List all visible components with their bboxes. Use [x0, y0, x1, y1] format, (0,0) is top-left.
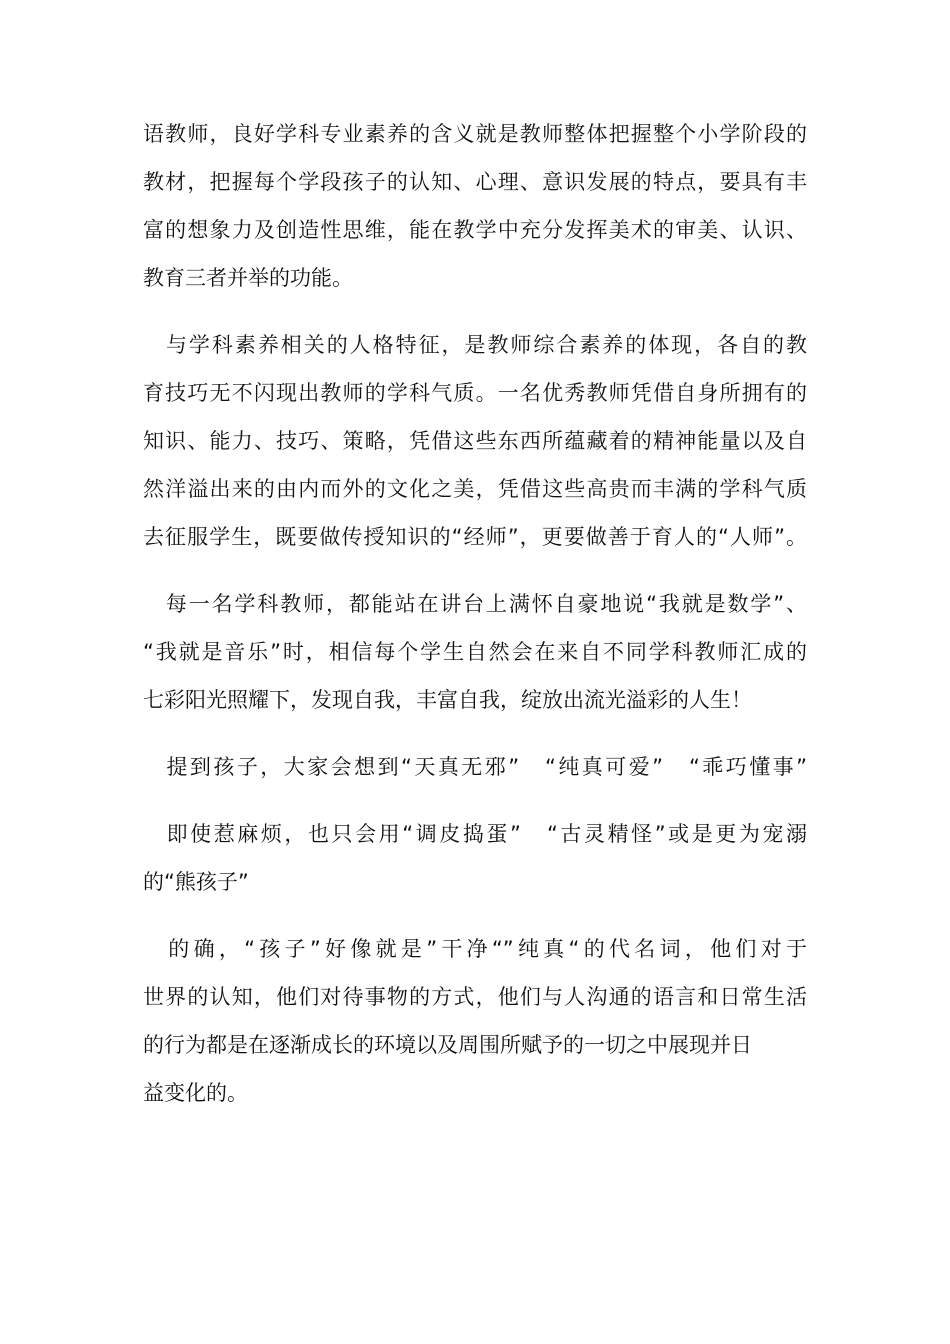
- text-line: 的“熊孩子”: [143, 870, 249, 894]
- text-line: 每一名学科教师，都能站在讲台上满怀自豪地说“我就是数学”、: [143, 592, 807, 616]
- text-line: 的行为都是在逐渐成长的环境以及周围所赋予的一切之中展现并日: [143, 1033, 752, 1057]
- text-line: 知识、能力、技巧、策略，凭借这些东西所蕴藏着的精神能量以及自: [143, 429, 807, 453]
- text-line: 即使惹麻烦，也只会用“调皮捣蛋” “古灵精怪”或是更为宠溺: [143, 822, 807, 846]
- text-line: “我就是音乐”时，相信每个学生自然会在来自不同学科教师汇成的: [143, 640, 807, 664]
- paragraph-5: [143, 810, 807, 906]
- text-line: 教材，把握每个学段孩子的认知、心理、意识发展的特点，要具有丰: [143, 170, 807, 194]
- paragraph-1: [143, 110, 807, 302]
- paragraph-4: [143, 743, 807, 791]
- paragraph-2: [143, 321, 807, 561]
- text-line: 七彩阳光照耀下，发现自我，丰富自我，绽放出流光溢彩的人生！: [143, 688, 752, 712]
- text-line: 的确，“孩子”好像就是”干净“”纯真“的代名词，他们对于: [143, 937, 807, 961]
- text-line: 教育三者并举的功能。: [143, 266, 353, 290]
- text-line: 与学科素养相关的人格特征，是教师综合素养的体现，各自的教: [143, 333, 807, 357]
- text-line: 提到孩子，大家会想到“天真无邪” “纯真可爱” “乖巧懂事”: [143, 755, 807, 779]
- document-page: [143, 110, 807, 1136]
- paragraph-3: [143, 580, 807, 724]
- text-line: 世界的认知，他们对待事物的方式，他们与人沟通的语言和日常生活: [143, 985, 807, 1009]
- text-line: 益变化的。: [143, 1081, 248, 1105]
- text-line: 育技巧无不闪现出教师的学科气质。一名优秀教师凭借自身所拥有的: [143, 381, 807, 405]
- paragraph-6: [143, 925, 807, 1117]
- text-line: 去征服学生，既要做传授知识的“经师”，更要做善于育人的“人师”。: [143, 525, 807, 549]
- text-line: 语教师，良好学科专业素养的含义就是教师整体把握整个小学阶段的: [143, 122, 807, 146]
- text-line: 然洋溢出来的由内而外的文化之美，凭借这些高贵而丰满的学科气质: [143, 477, 807, 501]
- text-line: 富的想象力及创造性思维，能在教学中充分发挥美术的审美、认识、: [143, 218, 807, 242]
